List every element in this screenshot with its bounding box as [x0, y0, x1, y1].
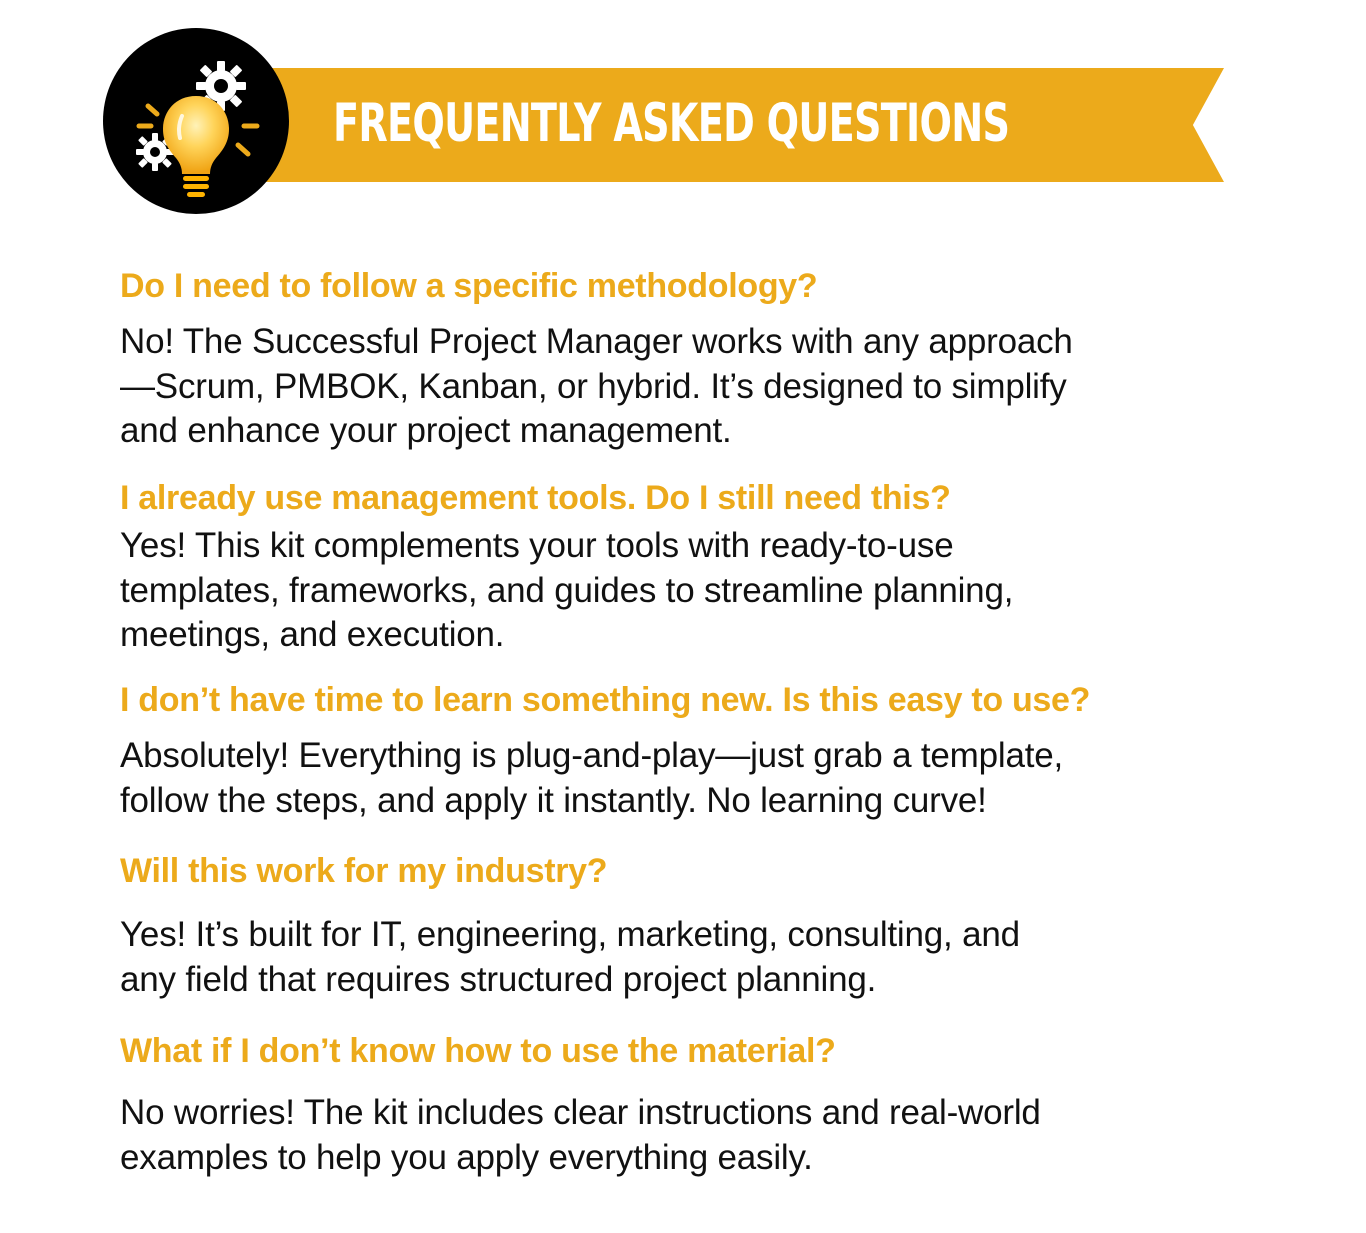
faq-question: I already use management tools. Do I still need this?: [120, 479, 951, 517]
answer-line: —Scrum, PMBOK, Kanban, or hybrid. It’s designed to simplify: [120, 366, 1067, 406]
faq-question: Will this work for my industry?: [120, 852, 608, 890]
faq-answer: [120, 913, 1250, 1002]
faq-item: [120, 676, 1250, 823]
answer-line: examples to help you apply everything easily.: [120, 1137, 813, 1177]
faq-header: [0, 0, 1366, 230]
faq-item: [120, 262, 1250, 454]
answer-line: No worries! The kit includes clear instructions and real-world: [120, 1093, 1041, 1132]
answer-line: and enhance your project management.: [120, 411, 732, 450]
page-title: FREQUENTLY ASKED QUESTIONS: [333, 93, 1010, 154]
lightbulb-gears-icon: [103, 28, 289, 214]
faq-answer: [120, 1091, 1250, 1180]
answer-line: Yes! It’s built for IT, engineering, marketing, consulting, and: [120, 915, 1020, 954]
faq-item: [120, 1027, 1250, 1180]
faq-question: What if I don’t know how to use the material?: [120, 1032, 836, 1070]
answer-line: Yes! This kit complements your tools with ready-to-use: [120, 526, 954, 565]
answer-line: meetings, and execution.: [120, 615, 505, 654]
faq-question: I don’t have time to learn something new. Is this easy to use?: [120, 681, 1091, 719]
logo-badge: [103, 28, 289, 214]
answer-line: Absolutely! Everything is plug-and-play—just grab a template,: [120, 736, 1064, 775]
answer-line: templates, frameworks, and guides to streamline planning,: [120, 570, 1014, 610]
faq-question: Do I need to follow a specific methodology?: [120, 267, 818, 305]
faq-answer: [120, 734, 1250, 823]
faq-answer: [120, 524, 1250, 658]
answer-line: No! The Successful Project Manager works with any approach: [120, 322, 1073, 361]
faq-answer: [120, 320, 1250, 454]
answer-line: follow the steps, and apply it instantly. No learning curve!: [120, 780, 987, 820]
answer-line: any field that requires structured project planning.: [120, 959, 877, 999]
faq-item: [120, 474, 1250, 658]
faq-item: [120, 847, 1250, 1002]
